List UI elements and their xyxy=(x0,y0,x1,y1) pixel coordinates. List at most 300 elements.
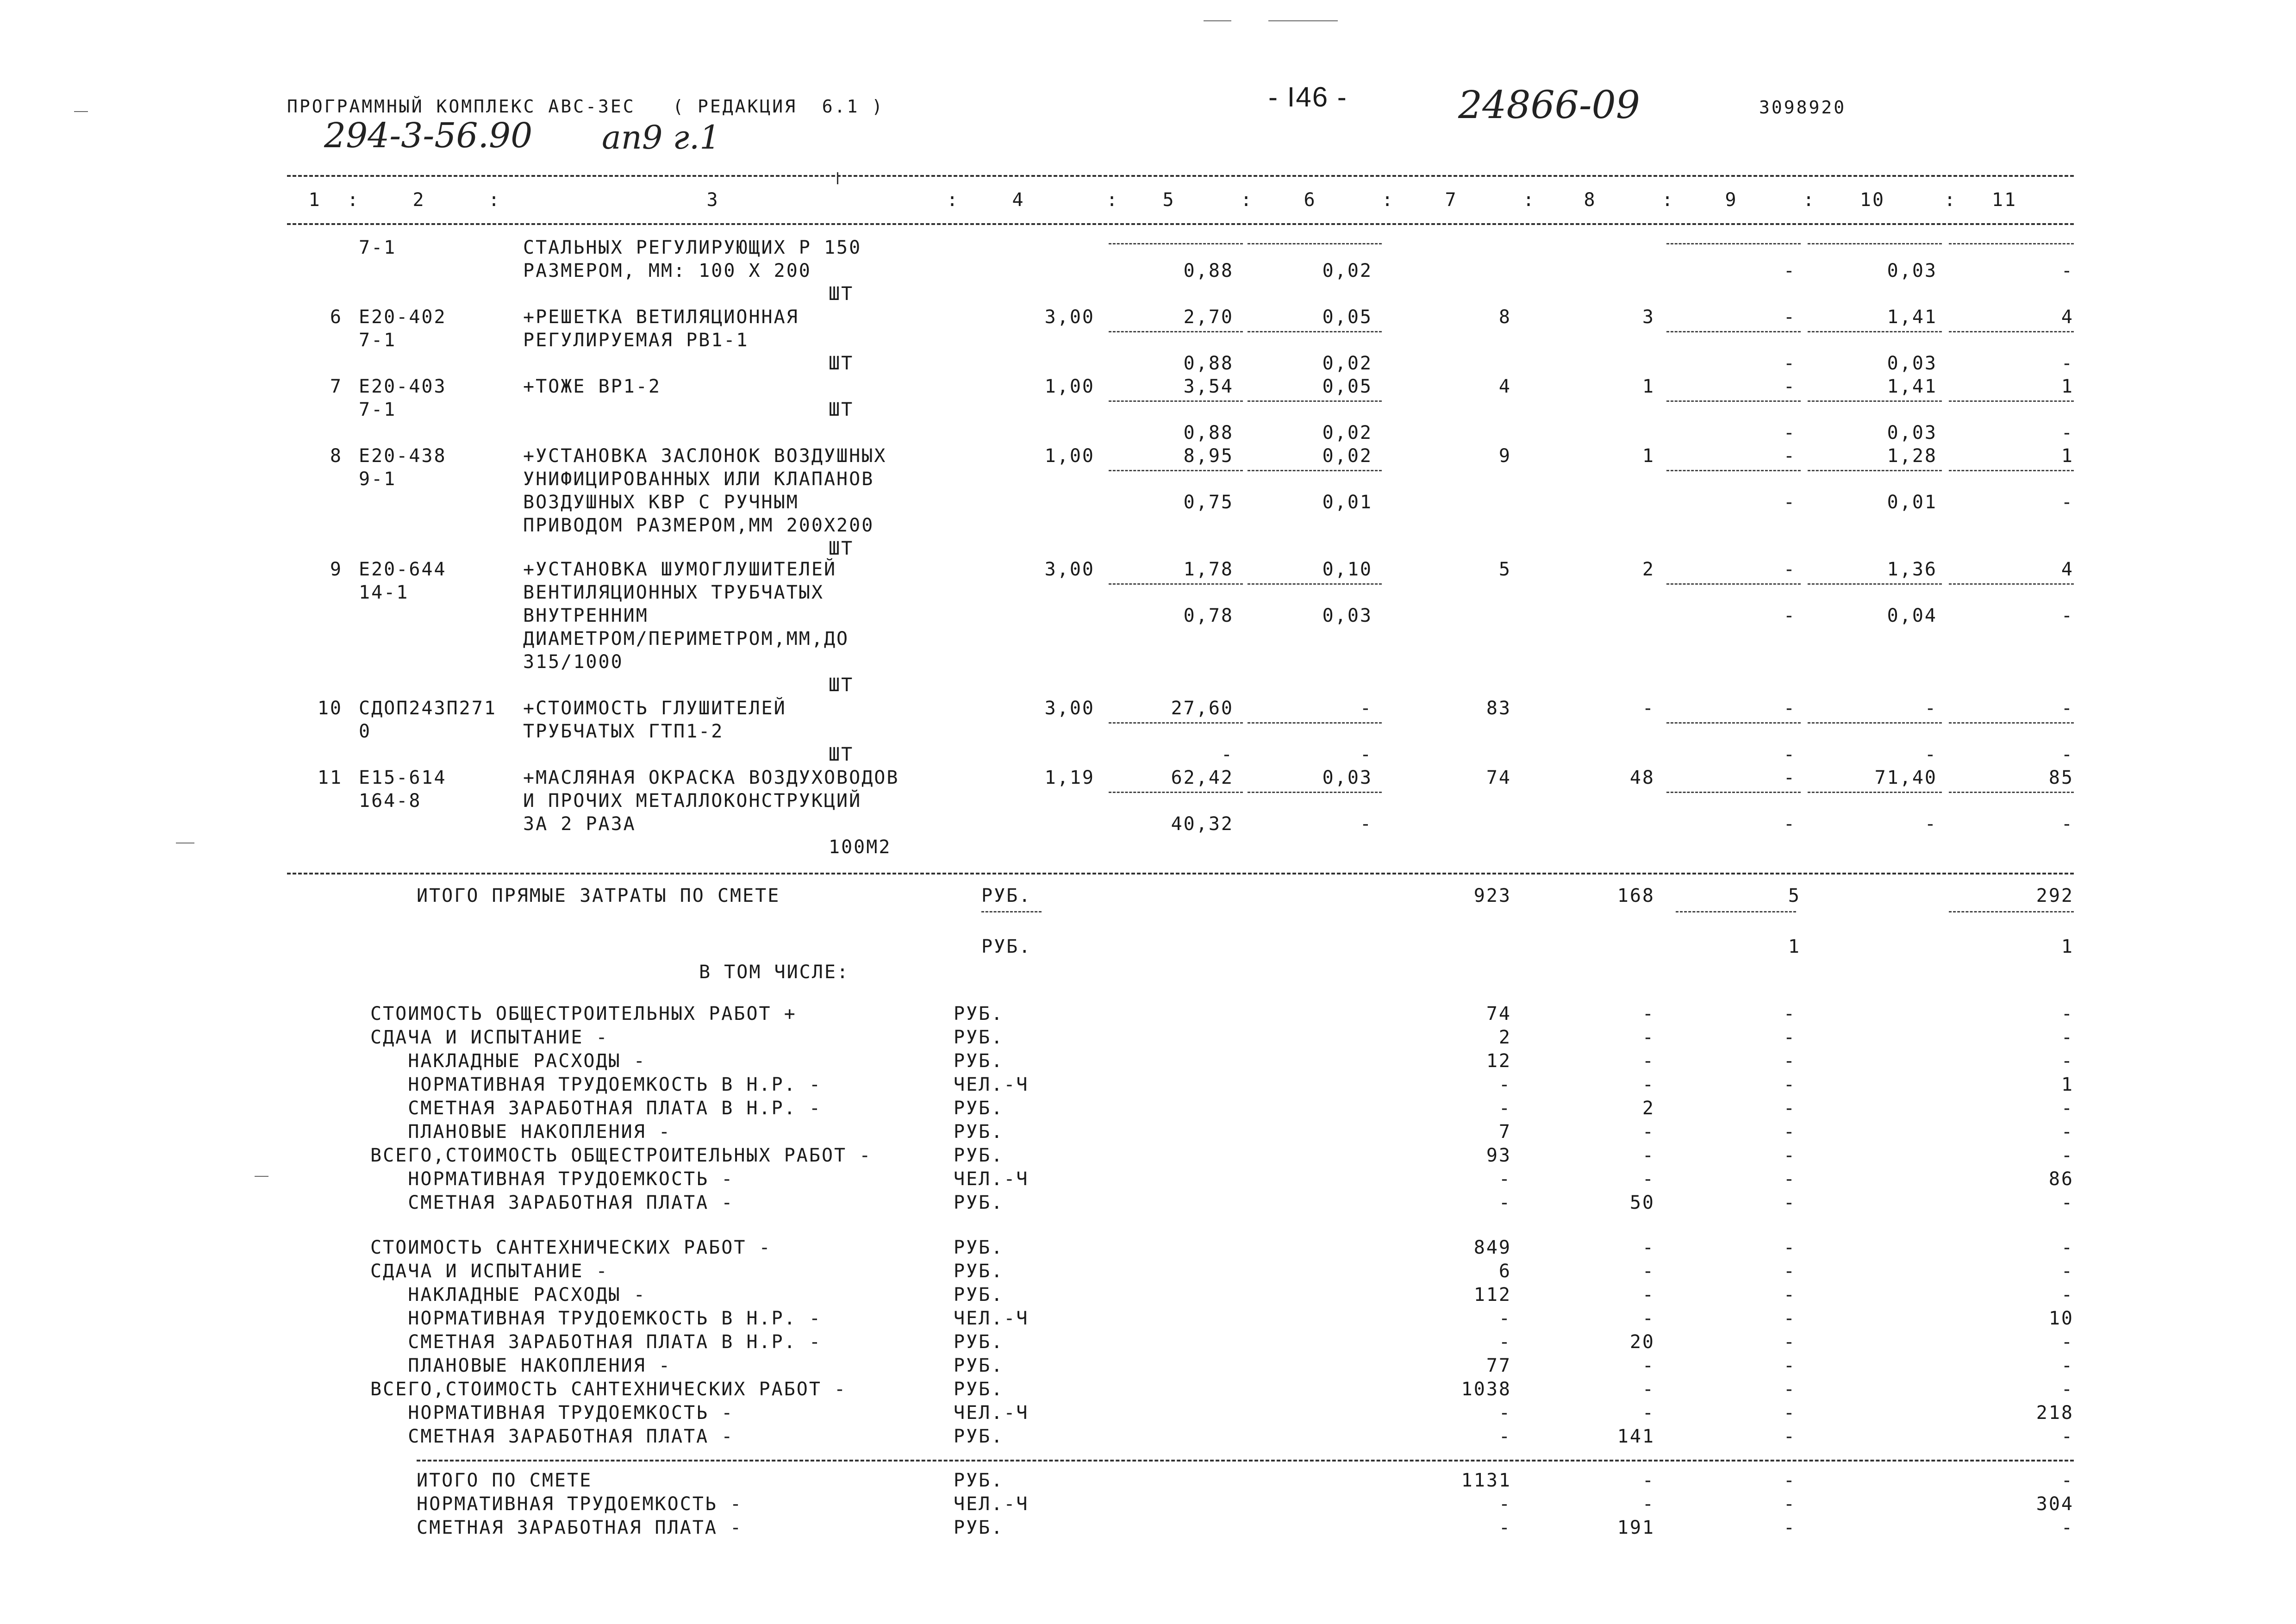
price-machine-wages: 0,02 xyxy=(1322,422,1373,443)
summary-unit: РУБ. xyxy=(954,1379,1004,1400)
item-code: Е20-438 xyxy=(359,445,447,467)
item-number: 9 xyxy=(330,559,343,580)
cost-machines: 1 xyxy=(1642,445,1655,467)
summary-c11: - xyxy=(2061,1355,2074,1376)
column-separator: : xyxy=(1382,189,1395,211)
summary-c8: 50 xyxy=(1629,1192,1655,1213)
labor-lower: - xyxy=(1924,813,1937,835)
cell-divider xyxy=(1666,722,1801,724)
cell-divider xyxy=(1949,331,2074,332)
column-header-3: 3 xyxy=(706,189,719,211)
price-total: 8,95 xyxy=(1183,445,1234,467)
cell-divider xyxy=(1109,583,1243,585)
cell-divider xyxy=(1808,722,1942,724)
item-description-line: +ТОЖЕ ВР1-2 xyxy=(523,376,661,397)
summary-label: НОРМАТИВНАЯ ТРУДОЕМКОСТЬ - xyxy=(370,1402,734,1424)
summary-label: ИТОГО ПО СМЕТЕ xyxy=(417,1470,593,1491)
summary-unit: РУБ. xyxy=(954,1331,1004,1353)
summary-c9: - xyxy=(1783,1517,1796,1538)
cell-divider xyxy=(1808,470,1942,471)
summary-c11: - xyxy=(2061,1379,2074,1400)
summary-unit: РУБ. xyxy=(954,1098,1004,1119)
cell-divider xyxy=(1248,792,1382,793)
item-code-sub: 7-1 xyxy=(359,399,397,420)
page-number: - I46 - xyxy=(1268,81,1348,112)
item-description-line: ПРИВОДОМ РАЗМЕРОМ,ММ 200Х200 xyxy=(523,515,874,536)
scan-speck xyxy=(1204,20,1231,21)
item-number: 7 xyxy=(330,376,343,397)
item-unit: ШТ xyxy=(829,283,854,305)
summary-unit: РУБ. xyxy=(954,1470,1004,1491)
summary-label: СМЕТНАЯ ЗАРАБОТНАЯ ПЛАТА В Н.Р. - xyxy=(370,1098,822,1119)
cell-divider xyxy=(1666,792,1801,793)
summary-unit: РУБ. xyxy=(954,1426,1004,1447)
item-quantity: 1,00 xyxy=(1044,376,1095,397)
cell-divider xyxy=(1248,331,1382,332)
summary-unit: РУБ. xyxy=(954,1355,1004,1376)
item-description-line: +РЕШЕТКА ВЕТИЛЯЦИОННАЯ xyxy=(523,306,799,328)
summary-c7: - xyxy=(1498,1517,1511,1538)
summary-c11: - xyxy=(2061,1331,2074,1353)
summary-c9: - xyxy=(1783,1402,1796,1424)
price-machines: 0,03 xyxy=(1322,767,1373,788)
col11-lower: - xyxy=(2061,605,2074,626)
summary-c9: - xyxy=(1783,1470,1796,1491)
col11-lower: - xyxy=(2061,813,2074,835)
summary-unit: ЧЕЛ.-Ч xyxy=(954,1074,1029,1095)
labor-lower: 0,03 xyxy=(1887,260,1937,281)
total-direct-c11a: 292 xyxy=(2036,885,2074,906)
cell-divider xyxy=(1109,470,1243,471)
cell-divider xyxy=(1109,792,1243,793)
summary-c7: 7 xyxy=(1498,1121,1511,1143)
cell-divider xyxy=(1666,331,1801,332)
item-description-line: +СТОИМОСТЬ ГЛУШИТЕЛЕЙ xyxy=(523,698,786,719)
handwritten-album: ап9 г.1 xyxy=(602,119,720,156)
labor-lower: 0,03 xyxy=(1887,353,1937,374)
item-number: 11 xyxy=(317,767,343,788)
column-separator: : xyxy=(347,189,360,211)
col11-lower: - xyxy=(2061,492,2074,513)
summary-c7: - xyxy=(1498,1402,1511,1424)
price-total: 27,60 xyxy=(1171,698,1234,719)
item-description-line: +УСТАНОВКА ЗАСЛОНОК ВОЗДУШНЫХ xyxy=(523,445,887,467)
summary-c11: - xyxy=(2061,1284,2074,1305)
col9-upper: - xyxy=(1783,559,1796,580)
summary-c11: - xyxy=(2061,1261,2074,1282)
cell-divider xyxy=(1109,331,1243,332)
cost-total: 4 xyxy=(1498,376,1511,397)
item-unit: ШТ xyxy=(829,538,854,559)
item-description-line: ТРУБЧАТЫХ ГТП1-2 xyxy=(523,721,724,742)
summary-label: НАКЛАДНЫЕ РАСХОДЫ - xyxy=(370,1284,646,1305)
cell-divider xyxy=(981,911,1042,912)
summary-label: СТОИМОСТЬ ОБЩЕСТРОИТЕЛЬНЫХ РАБОТ + xyxy=(370,1003,797,1024)
item-description-line: РЕГУЛИРУЕМАЯ РВ1-1 xyxy=(523,330,749,351)
summary-unit: РУБ. xyxy=(954,1192,1004,1213)
cell-divider xyxy=(1676,911,1796,912)
summary-c8: - xyxy=(1642,1284,1655,1305)
summary-c7: - xyxy=(1498,1168,1511,1190)
summary-label: СТОИМОСТЬ САНТЕХНИЧЕСКИХ РАБОТ - xyxy=(370,1237,772,1258)
item-code: Е15-614 xyxy=(359,767,447,788)
item-quantity: 3,00 xyxy=(1044,698,1095,719)
col11-lower: - xyxy=(2061,260,2074,281)
item-number: 8 xyxy=(330,445,343,467)
item-code: Е20-402 xyxy=(359,306,447,328)
column-header-9: 9 xyxy=(1725,189,1738,211)
item-quantity: 1,19 xyxy=(1044,767,1095,788)
item-unit: 100М2 xyxy=(829,837,892,858)
cost-total: 9 xyxy=(1498,445,1511,467)
summary-c11: - xyxy=(2061,1050,2074,1072)
summary-c7: - xyxy=(1498,1426,1511,1447)
summary-c8: - xyxy=(1642,1237,1655,1258)
col9-upper: - xyxy=(1783,698,1796,719)
summary-label: ВСЕГО,СТОИМОСТЬ САНТЕХНИЧЕСКИХ РАБОТ - xyxy=(370,1379,847,1400)
summary-c9: - xyxy=(1783,1050,1796,1072)
price-wages: 40,32 xyxy=(1171,813,1234,835)
summary-unit: РУБ. xyxy=(954,1261,1004,1282)
column-header-10: 10 xyxy=(1859,189,1885,211)
summary-c8: - xyxy=(1642,1379,1655,1400)
summary-c8: - xyxy=(1642,1121,1655,1143)
column-header-11: 11 xyxy=(1991,189,2017,211)
cost-machines: 2 xyxy=(1642,559,1655,580)
summary-unit: ЧЕЛ.-Ч xyxy=(954,1168,1029,1190)
cell-divider xyxy=(1949,470,2074,471)
cell-divider xyxy=(1808,400,1942,402)
summary-label: ВСЕГО,СТОИМОСТЬ ОБЩЕСТРОИТЕЛЬНЫХ РАБОТ - xyxy=(370,1145,872,1166)
item-description-line: И ПРОЧИХ МЕТАЛЛОКОНСТРУКЦИЙ xyxy=(523,790,862,812)
item-description-line: СТАЛЬНЫХ РЕГУЛИРУЮЩИХ Р 150 xyxy=(523,237,862,258)
summary-c8: - xyxy=(1642,1470,1655,1491)
summary-c7: - xyxy=(1498,1493,1511,1515)
labor-lower: 0,03 xyxy=(1887,422,1937,443)
summary-label: ПЛАНОВЫЕ НАКОПЛЕНИЯ - xyxy=(370,1355,671,1376)
summary-c9: - xyxy=(1783,1308,1796,1329)
summary-label: НАКЛАДНЫЕ РАСХОДЫ - xyxy=(370,1050,646,1072)
cell-divider xyxy=(1949,400,2074,402)
summary-c8: 191 xyxy=(1617,1517,1655,1538)
cell-divider xyxy=(1808,331,1942,332)
price-machine-wages: - xyxy=(1360,744,1373,765)
summary-c8: - xyxy=(1642,1402,1655,1424)
summary-c7: 2 xyxy=(1498,1027,1511,1048)
summary-label: СМЕТНАЯ ЗАРАБОТНАЯ ПЛАТА - xyxy=(417,1517,743,1538)
column-header-1: 1 xyxy=(308,189,321,211)
labor-lower: - xyxy=(1924,744,1937,765)
including-label: В ТОМ ЧИСЛЕ: xyxy=(699,962,849,983)
labor-upper: 1,41 xyxy=(1887,306,1937,328)
summary-label: НОРМАТИВНАЯ ТРУДОЕМКОСТЬ - xyxy=(417,1493,743,1515)
total-direct-c9a: 5 xyxy=(1788,885,1801,906)
col11-upper: 1 xyxy=(2061,376,2074,397)
summary-c8: - xyxy=(1642,1003,1655,1024)
item-code: 7-1 xyxy=(359,237,397,258)
summary-c9: - xyxy=(1783,1074,1796,1095)
price-machine-wages: 0,03 xyxy=(1322,605,1373,626)
summary-label: НОРМАТИВНАЯ ТРУДОЕМКОСТЬ В Н.Р. - xyxy=(370,1308,822,1329)
cell-divider xyxy=(1248,400,1382,402)
header-tick xyxy=(837,172,838,184)
summary-c8: - xyxy=(1642,1355,1655,1376)
summary-c7: 74 xyxy=(1486,1003,1511,1024)
col11-lower: - xyxy=(2061,353,2074,374)
summary-label: ПЛАНОВЫЕ НАКОПЛЕНИЯ - xyxy=(370,1121,671,1143)
summary-c11: 218 xyxy=(2036,1402,2074,1424)
summary-c11: - xyxy=(2061,1470,2074,1491)
column-separator: : xyxy=(1944,189,1957,211)
col9-lower: - xyxy=(1783,260,1796,281)
price-wages: 0,88 xyxy=(1183,353,1234,374)
summary-unit: ЧЕЛ.-Ч xyxy=(954,1402,1029,1424)
summary-c7: - xyxy=(1498,1098,1511,1119)
column-separator: : xyxy=(947,189,960,211)
summary-unit: РУБ. xyxy=(954,1050,1004,1072)
price-machines: 0,05 xyxy=(1322,306,1373,328)
column-separator: : xyxy=(1662,189,1675,211)
price-machines: 0,10 xyxy=(1322,559,1373,580)
price-machine-wages: 0,01 xyxy=(1322,492,1373,513)
item-description-line: +МАСЛЯНАЯ ОКРАСКА ВОЗДУХОВОДОВ xyxy=(523,767,899,788)
column-header-6: 6 xyxy=(1304,189,1316,211)
summary-c8: - xyxy=(1642,1168,1655,1190)
total-direct-unit-2: РУБ. xyxy=(981,936,1032,957)
column-header-8: 8 xyxy=(1584,189,1597,211)
summary-c7: - xyxy=(1498,1308,1511,1329)
col9-lower: - xyxy=(1783,605,1796,626)
labor-upper: - xyxy=(1924,698,1937,719)
cell-divider xyxy=(1949,722,2074,724)
scan-speck xyxy=(1268,20,1338,21)
summary-unit: РУБ. xyxy=(954,1237,1004,1258)
column-header-4: 4 xyxy=(1012,189,1025,211)
col9-upper: - xyxy=(1783,306,1796,328)
totals-rule xyxy=(287,873,2074,874)
summary-c9: - xyxy=(1783,1168,1796,1190)
column-separator: : xyxy=(1523,189,1536,211)
summary-c8: - xyxy=(1642,1493,1655,1515)
cell-divider xyxy=(1949,243,2074,244)
handwritten-project: 294-3-56.90 xyxy=(324,116,533,156)
item-quantity: 3,00 xyxy=(1044,306,1095,328)
summary-c7: 849 xyxy=(1473,1237,1511,1258)
summary-c9: - xyxy=(1783,1121,1796,1143)
summary-c11: - xyxy=(2061,1517,2074,1538)
cell-divider xyxy=(1949,583,2074,585)
cost-machines: 1 xyxy=(1642,376,1655,397)
summary-c9: - xyxy=(1783,1261,1796,1282)
total-direct-label: ИТОГО ПРЯМЫЕ ЗАТРАТЫ ПО СМЕТЕ xyxy=(417,885,780,906)
summary-c8: - xyxy=(1642,1261,1655,1282)
summary-unit: РУБ. xyxy=(954,1517,1004,1538)
summary-c9: - xyxy=(1783,1003,1796,1024)
summary-c11: 1 xyxy=(2061,1074,2074,1095)
col9-upper: - xyxy=(1783,767,1796,788)
summary-unit: РУБ. xyxy=(954,1027,1004,1048)
item-code: СДОП243П271 xyxy=(359,698,497,719)
document-code: 3098920 xyxy=(1759,97,1847,118)
summary-c11: - xyxy=(2061,1098,2074,1119)
column-header-5: 5 xyxy=(1162,189,1175,211)
labor-lower: 0,01 xyxy=(1887,492,1937,513)
cost-total: 74 xyxy=(1486,767,1511,788)
cell-divider xyxy=(1808,583,1942,585)
cost-machines: - xyxy=(1642,698,1655,719)
summary-c9: - xyxy=(1783,1493,1796,1515)
cell-divider xyxy=(1248,470,1382,471)
price-total: 2,70 xyxy=(1183,306,1234,328)
price-total: 62,42 xyxy=(1171,767,1234,788)
cell-divider xyxy=(1248,243,1382,244)
summary-c9: - xyxy=(1783,1192,1796,1213)
summary-unit: ЧЕЛ.-Ч xyxy=(954,1308,1029,1329)
cell-divider xyxy=(1109,400,1243,402)
cell-divider xyxy=(1248,722,1382,724)
item-description-line: РАЗМЕРОМ, ММ: 100 Х 200 xyxy=(523,260,811,281)
summary-c8: 2 xyxy=(1642,1098,1655,1119)
labor-lower: 0,04 xyxy=(1887,605,1937,626)
item-quantity: 1,00 xyxy=(1044,445,1095,467)
item-description-line: +УСТАНОВКА ШУМОГЛУШИТЕЛЕЙ xyxy=(523,559,837,580)
total-direct-c7: 923 xyxy=(1473,885,1511,906)
cost-total: 5 xyxy=(1498,559,1511,580)
summary-unit: РУБ. xyxy=(954,1145,1004,1166)
price-machines: 0,02 xyxy=(1322,445,1373,467)
item-code-sub: 7-1 xyxy=(359,330,397,351)
col11-upper: 1 xyxy=(2061,445,2074,467)
cell-divider xyxy=(1949,792,2074,793)
summary-c11: - xyxy=(2061,1145,2074,1166)
summary-c9: - xyxy=(1783,1284,1796,1305)
column-separator: : xyxy=(488,189,501,211)
price-machine-wages: 0,02 xyxy=(1322,260,1373,281)
labor-upper: 71,40 xyxy=(1874,767,1937,788)
summary-c8: 141 xyxy=(1617,1426,1655,1447)
cell-divider xyxy=(1666,400,1801,402)
column-header-7: 7 xyxy=(1445,189,1458,211)
labor-upper: 1,28 xyxy=(1887,445,1937,467)
col11-upper: 4 xyxy=(2061,306,2074,328)
summary-c9: - xyxy=(1783,1098,1796,1119)
summary-c7: - xyxy=(1498,1331,1511,1353)
summary-label: СМЕТНАЯ ЗАРАБОТНАЯ ПЛАТА - xyxy=(370,1426,734,1447)
item-code-sub: 0 xyxy=(359,721,372,742)
item-code-sub: 14-1 xyxy=(359,582,409,603)
summary-c8: - xyxy=(1642,1145,1655,1166)
item-code-sub: 9-1 xyxy=(359,468,397,490)
cell-divider xyxy=(1248,583,1382,585)
summary-label: НОРМАТИВНАЯ ТРУДОЕМКОСТЬ В Н.Р. - xyxy=(370,1074,822,1095)
item-number: 10 xyxy=(317,698,343,719)
item-unit: ШТ xyxy=(829,675,854,696)
price-machines: - xyxy=(1360,698,1373,719)
summary-c11: 86 xyxy=(2048,1168,2074,1190)
summary-c7: - xyxy=(1498,1192,1511,1213)
price-wages: 0,78 xyxy=(1183,605,1234,626)
header-rule-top xyxy=(287,175,2074,177)
price-wages: - xyxy=(1221,744,1234,765)
summary-c8: 20 xyxy=(1629,1331,1655,1353)
col11-upper: 4 xyxy=(2061,559,2074,580)
scan-speck xyxy=(74,111,88,112)
handwritten-number: 24866-09 xyxy=(1458,83,1640,127)
total-direct-unit: РУБ. xyxy=(981,885,1032,906)
item-number: 6 xyxy=(330,306,343,328)
summary-label: СМЕТНАЯ ЗАРАБОТНАЯ ПЛАТА В Н.Р. - xyxy=(370,1331,822,1353)
summary-c9: - xyxy=(1783,1379,1796,1400)
summary-label: СМЕТНАЯ ЗАРАБОТНАЯ ПЛАТА - xyxy=(370,1192,734,1213)
col9-upper: - xyxy=(1783,376,1796,397)
summary-c7: 12 xyxy=(1486,1050,1511,1072)
col9-lower: - xyxy=(1783,492,1796,513)
program-title: ПРОГРАММНЫЙ КОМПЛЕКС АВС-3ЕС ( РЕДАКЦИЯ 6.1 ) xyxy=(287,96,885,117)
item-description-line: ВЕНТИЛЯЦИОННЫХ ТРУБЧАТЫХ xyxy=(523,582,824,603)
item-unit: ШТ xyxy=(829,399,854,420)
summary-c9: - xyxy=(1783,1027,1796,1048)
column-separator: : xyxy=(1241,189,1254,211)
summary-c9: - xyxy=(1783,1331,1796,1353)
cell-divider xyxy=(1949,911,2074,912)
col11-upper: 85 xyxy=(2048,767,2074,788)
item-quantity: 3,00 xyxy=(1044,559,1095,580)
summary-c7: - xyxy=(1498,1074,1511,1095)
summary-c7: 1131 xyxy=(1461,1470,1511,1491)
cell-divider xyxy=(1109,243,1243,244)
item-description-line: ВНУТРЕННИМ xyxy=(523,605,649,626)
summary-c11: - xyxy=(2061,1426,2074,1447)
summary-c11: - xyxy=(2061,1027,2074,1048)
cell-divider xyxy=(1666,583,1801,585)
col9-lower: - xyxy=(1783,422,1796,443)
price-machines: 0,05 xyxy=(1322,376,1373,397)
cell-divider xyxy=(1666,243,1801,244)
summary-label: СДАЧА И ИСПЫТАНИЕ - xyxy=(370,1027,609,1048)
column-separator: : xyxy=(1803,189,1816,211)
col9-upper: - xyxy=(1783,445,1796,467)
item-description-line: ДИАМЕТРОМ/ПЕРИМЕТРОМ,ММ,ДО xyxy=(523,628,849,650)
summary-c11: - xyxy=(2061,1192,2074,1213)
column-header-2: 2 xyxy=(412,189,425,211)
summary-label: НОРМАТИВНАЯ ТРУДОЕМКОСТЬ - xyxy=(370,1168,734,1190)
total-direct-c11b: 1 xyxy=(2061,936,2074,957)
item-unit: ШТ xyxy=(829,744,854,765)
summary-label: СДАЧА И ИСПЫТАНИЕ - xyxy=(370,1261,609,1282)
price-total: 3,54 xyxy=(1183,376,1234,397)
col9-lower: - xyxy=(1783,353,1796,374)
summary-unit: РУБ. xyxy=(954,1003,1004,1024)
col9-lower: - xyxy=(1783,813,1796,835)
cost-total: 8 xyxy=(1498,306,1511,328)
item-description-line: ВОЗДУШНЫХ КВР С РУЧНЫМ xyxy=(523,492,799,513)
total-direct-c9b: 1 xyxy=(1788,936,1801,957)
summary-unit: ЧЕЛ.-Ч xyxy=(954,1493,1029,1515)
scan-speck xyxy=(255,1176,268,1177)
item-code-sub: 164-8 xyxy=(359,790,422,812)
summary-c8: - xyxy=(1642,1027,1655,1048)
summary-unit: РУБ. xyxy=(954,1284,1004,1305)
col11-lower: - xyxy=(2061,422,2074,443)
item-description-line: ЗА 2 РАЗА xyxy=(523,813,636,835)
summary-c7: 112 xyxy=(1473,1284,1511,1305)
item-unit: ШТ xyxy=(829,353,854,374)
summary-c7: 93 xyxy=(1486,1145,1511,1166)
price-total: 1,78 xyxy=(1183,559,1234,580)
final-rule xyxy=(417,1460,2074,1462)
column-separator: : xyxy=(1106,189,1119,211)
cost-machines: 3 xyxy=(1642,306,1655,328)
